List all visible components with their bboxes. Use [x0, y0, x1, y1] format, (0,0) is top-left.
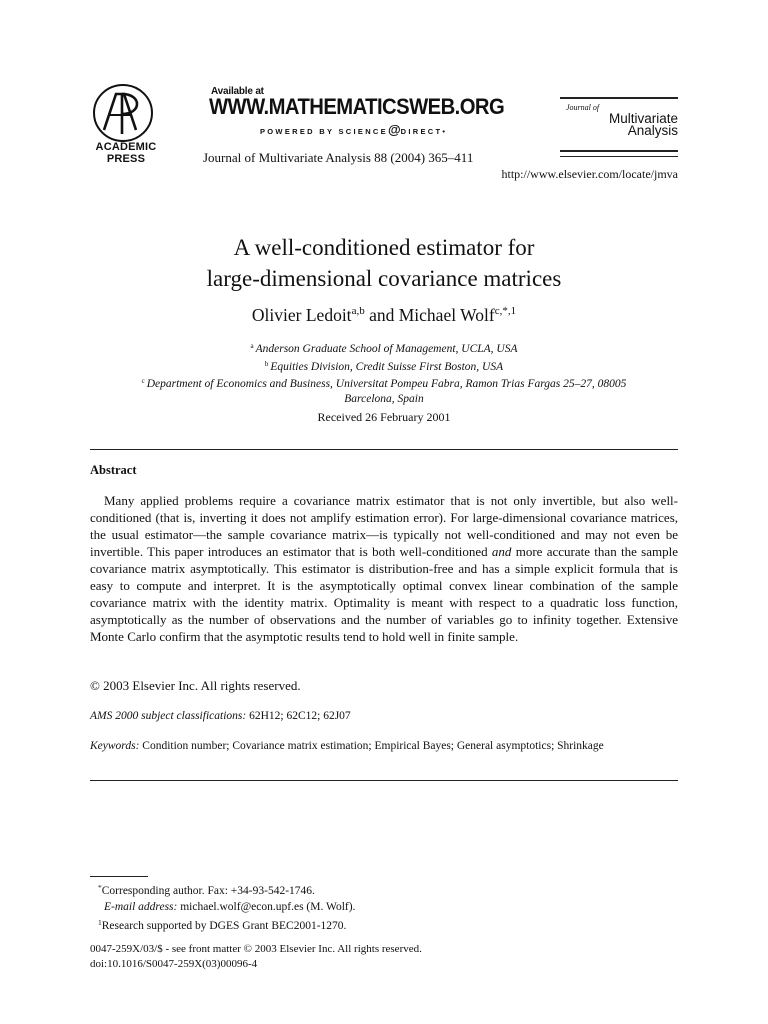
- journal-logo-rule-bottom: [560, 150, 678, 152]
- journal-logo-rule-top: [560, 97, 678, 99]
- author-marks: a,b: [351, 305, 365, 317]
- footnote-corresponding: *Corresponding author. Fax: +34-93-542-1746.: [98, 883, 315, 897]
- received-date: Received 26 February 2001: [317, 410, 451, 424]
- footnote-rule: [90, 876, 148, 877]
- affiliation-city: Barcelona, Spain: [344, 392, 424, 405]
- affiliations: [80, 339, 688, 406]
- author-name: Michael Wolf: [398, 305, 495, 325]
- abstract-top-rule: [90, 449, 678, 450]
- affiliation-item: $^b$ Equities Division, Credit Suisse First Boston, USA: [264, 359, 504, 373]
- abstract-copyright: © 2003 Elsevier Inc. All rights reserved.: [90, 678, 301, 693]
- author-list: [0, 305, 768, 326]
- at-sign-icon: @: [387, 122, 401, 137]
- issn-line: 0047-259X/03/$ - see front matter © 2003 Elsevier Inc. All rights reserved.: [90, 943, 422, 955]
- powered-by-sciencedirect: POWERED BY SCIENCE@DIRECT•: [260, 122, 448, 137]
- paper-title: A well-conditioned estimator for large-dimensional covariance matrices: [206, 235, 562, 291]
- journal-logo-small-text: Journal of: [566, 103, 600, 112]
- abstract-text: Many applied problems require a covariance matrix estimator that is not only invertible, but also well-conditioned (that is, inverting it does not amplify estimation error). For large-dimensional covariance matrices, the usual estimator—the sample covariance matrix—is typically not well-conditioned and may not even be invertible. This paper introduces an estimator that is both well-conditioned and more accurate than the sample covariance matrix asymptotically. This estimator is distribution-free and has a simple explicit formula that is easy to compute and interpret. It is the asymptotically optimal convex linear combination of the sample covariance matrix with the identity matrix. Optimality is meant with respect to a quadratic loss function, asymptotically as the number of observations and the number of variables go to infinity together. Extensive Monte Carlo confirm that the asymptotic results tend to hold well in finite sample.: [90, 493, 678, 644]
- footnote-research: $^1$Research supported by DGES Grant BEC2001-1270.: [98, 918, 347, 932]
- author-joiner: and: [369, 305, 395, 325]
- author-marks: c,*,1: [494, 305, 517, 317]
- ams-classification: AMS 2000 subject classifications: 62H12; 62C12; 62J07: [90, 710, 351, 722]
- abstract-bottom-rule: [90, 780, 678, 781]
- available-at-label: Available at: [211, 86, 264, 97]
- journal-citation: Journal of Multivariate Analysis 88 (2004) 365–411: [203, 150, 474, 165]
- footnotes: [98, 880, 355, 935]
- email-link[interactable]: michael.wolf@econ.upf.es (M. Wolf).: [180, 900, 356, 913]
- author-name: Olivier Ledoit: [251, 305, 352, 325]
- abstract-heading: Abstract: [90, 463, 137, 477]
- journal-logo-rule-bottom-thin: [560, 156, 678, 157]
- front-matter: [90, 942, 422, 971]
- affiliation-item: $^c$ Department of Economics and Business, Universitat Pompeu Fabra, Ramon Trias Fargas 25–27, 08005: [141, 377, 627, 390]
- journal-url-link[interactable]: http://www.elsevier.com/locate/jmva: [501, 167, 678, 181]
- publisher-name: ACADEMIC PRESS: [95, 141, 157, 165]
- footnote-email: E-mail address: michael.wolf@econ.upf.es (M. Wolf).: [104, 900, 356, 913]
- abstract-emphasis: and: [491, 544, 512, 559]
- mathematicsweb-site-name: WWW.MATHEMATICSWEB.ORG: [209, 94, 505, 119]
- keywords: Keywords: Condition number; Covariance matrix estimation; Empirical Bayes; General asymptotics; Shrinkage: [90, 740, 604, 752]
- academic-press-logo-icon: [90, 82, 156, 144]
- doi-line: doi:10.1016/S0047-259X(03)00096-4: [90, 957, 258, 970]
- journal-logo-title: Multivariate Analysis: [608, 111, 678, 138]
- affiliation-item: $^a$ Anderson Graduate School of Management, UCLA, USA: [250, 342, 518, 355]
